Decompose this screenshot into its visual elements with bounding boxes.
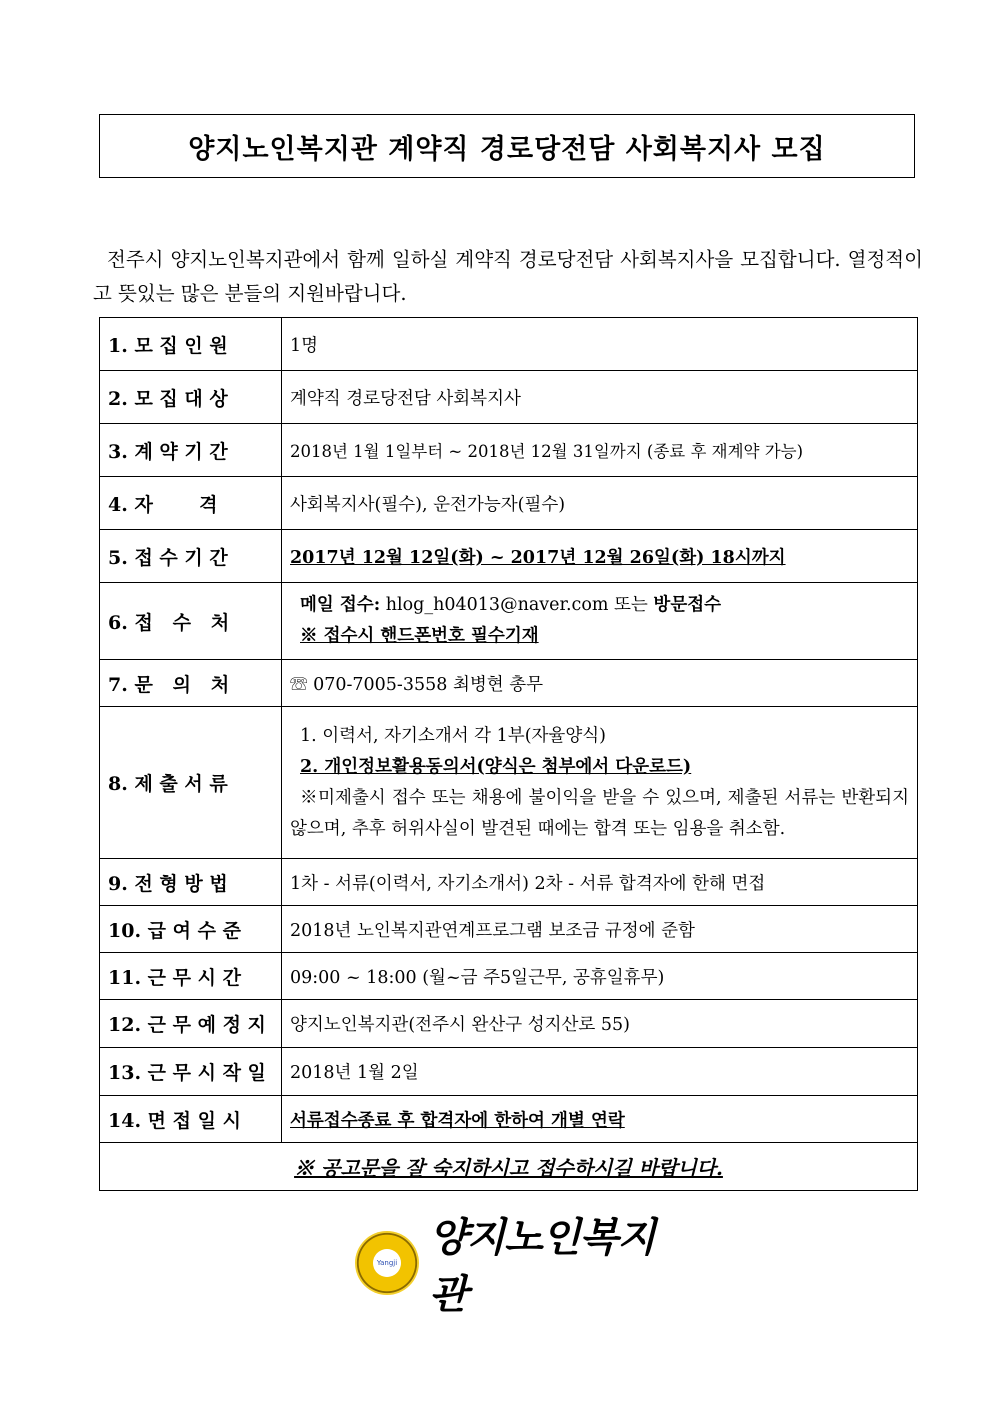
table-row bbox=[100, 530, 918, 583]
seal-icon bbox=[355, 1231, 419, 1295]
table-row bbox=[100, 953, 918, 1000]
doc-note: ※미제출시 접수 또는 채용에 불이익을 받을 수 있으며, 제출된 서류는 반환되지 않으며, 추후 허위사실이 발견된 때에는 합격 또는 임용을 취소함. bbox=[290, 787, 909, 839]
row-value: 09:00 ~ 18:00 (월~금 주5일근무, 공휴일휴무) bbox=[282, 953, 918, 1000]
footer-note: ※ 공고문을 잘 숙지하시고 접수하시길 바랍니다. bbox=[100, 1143, 918, 1191]
row-value bbox=[282, 660, 918, 707]
table-row bbox=[100, 1143, 918, 1191]
table-row bbox=[100, 859, 918, 906]
table-row bbox=[100, 477, 918, 530]
table-row bbox=[100, 1000, 918, 1048]
row-value: 사회복지사(필수), 운전가능자(필수) bbox=[282, 477, 918, 530]
row-label: 4. 자 격 bbox=[100, 477, 282, 530]
table-row bbox=[100, 583, 918, 660]
row-value bbox=[282, 583, 918, 660]
table-row bbox=[100, 707, 918, 859]
row-value: 2018년 노인복지관연계프로그램 보조금 규정에 준함 bbox=[282, 906, 918, 953]
row-value bbox=[282, 707, 918, 859]
row-value: 2018년 1월 2일 bbox=[282, 1048, 918, 1096]
row-label: 12. 근 무 예 정 지 bbox=[100, 1000, 282, 1048]
recruitment-table bbox=[99, 317, 918, 1191]
table-row bbox=[100, 424, 918, 477]
page-title: 양지노인복지관 계약직 경로당전담 사회복지사 모집 bbox=[99, 114, 915, 178]
row-value: 1차 - 서류(이력서, 자기소개서) 2차 - 서류 합격자에 한해 면접 bbox=[282, 859, 918, 906]
row-label: 11. 근 무 시 간 bbox=[100, 953, 282, 1000]
row-label: 10. 급 여 수 준 bbox=[100, 906, 282, 953]
row-label: 3. 계 약 기 간 bbox=[100, 424, 282, 477]
doc-line-2: 2. 개인정보활용동의서(양식은 첨부에서 다운로드) bbox=[300, 756, 692, 777]
table-row bbox=[100, 371, 918, 424]
row-label: 9. 전 형 방 법 bbox=[100, 859, 282, 906]
row-value: 양지노인복지관(전주시 완산구 성지산로 55) bbox=[282, 1000, 918, 1048]
row-label: 5. 접 수 기 간 bbox=[100, 530, 282, 583]
or-text: 또는 bbox=[614, 595, 648, 615]
table-row bbox=[100, 318, 918, 371]
contact-phone: 070-7005-3558 최병현 총무 bbox=[313, 674, 544, 695]
table-row bbox=[100, 1048, 918, 1096]
interview-schedule: 서류접수종료 후 합격자에 한하여 개별 연락 bbox=[282, 1096, 918, 1143]
seal-text: Yangji bbox=[373, 1249, 401, 1277]
row-value: 계약직 경로당전담 사회복지사 bbox=[282, 371, 918, 424]
row-value: 2018년 1월 1일부터 ~ 2018년 12월 31일까지 (종료 후 재계약 가능) bbox=[282, 424, 918, 477]
row-label: 2. 모 집 대 상 bbox=[100, 371, 282, 424]
logo-name: 양지노인복지관 bbox=[429, 1215, 655, 1318]
row-label: 1. 모 집 인 원 bbox=[100, 318, 282, 371]
phone-icon: ☏ bbox=[290, 674, 308, 695]
table-row bbox=[100, 906, 918, 953]
row-label: 13. 근 무 시 작 일 bbox=[100, 1048, 282, 1096]
row-value: 1명 bbox=[282, 318, 918, 371]
doc-line-1: 1. 이력서, 자기소개서 각 1부(자율양식) bbox=[300, 725, 606, 746]
application-period: 2017년 12월 12일(화) ~ 2017년 12월 26일(화) 18시까지 bbox=[282, 530, 918, 583]
organization-logo bbox=[355, 1215, 675, 1318]
phone-required-note: ※ 접수시 핸드폰번호 필수기재 bbox=[300, 626, 539, 646]
table-row bbox=[100, 660, 918, 707]
table-row bbox=[100, 1096, 918, 1143]
visit-text: 방문접수 bbox=[653, 595, 722, 615]
row-label: 6. 접 수 처 bbox=[100, 583, 282, 660]
row-label: 8. 제 출 서 류 bbox=[100, 707, 282, 859]
intro-paragraph: 전주시 양지노인복지관에서 함께 일하실 계약직 경로당전담 사회복지사을 모집합니다. 열정적이고 뜻있는 많은 분들의 지원바랍니다. bbox=[93, 248, 923, 305]
email-link[interactable]: hlog_h04013@naver.com bbox=[385, 595, 609, 615]
email-label: 메일 접수: bbox=[300, 595, 381, 615]
row-label: 14. 면 접 일 시 bbox=[100, 1096, 282, 1143]
row-label: 7. 문 의 처 bbox=[100, 660, 282, 707]
